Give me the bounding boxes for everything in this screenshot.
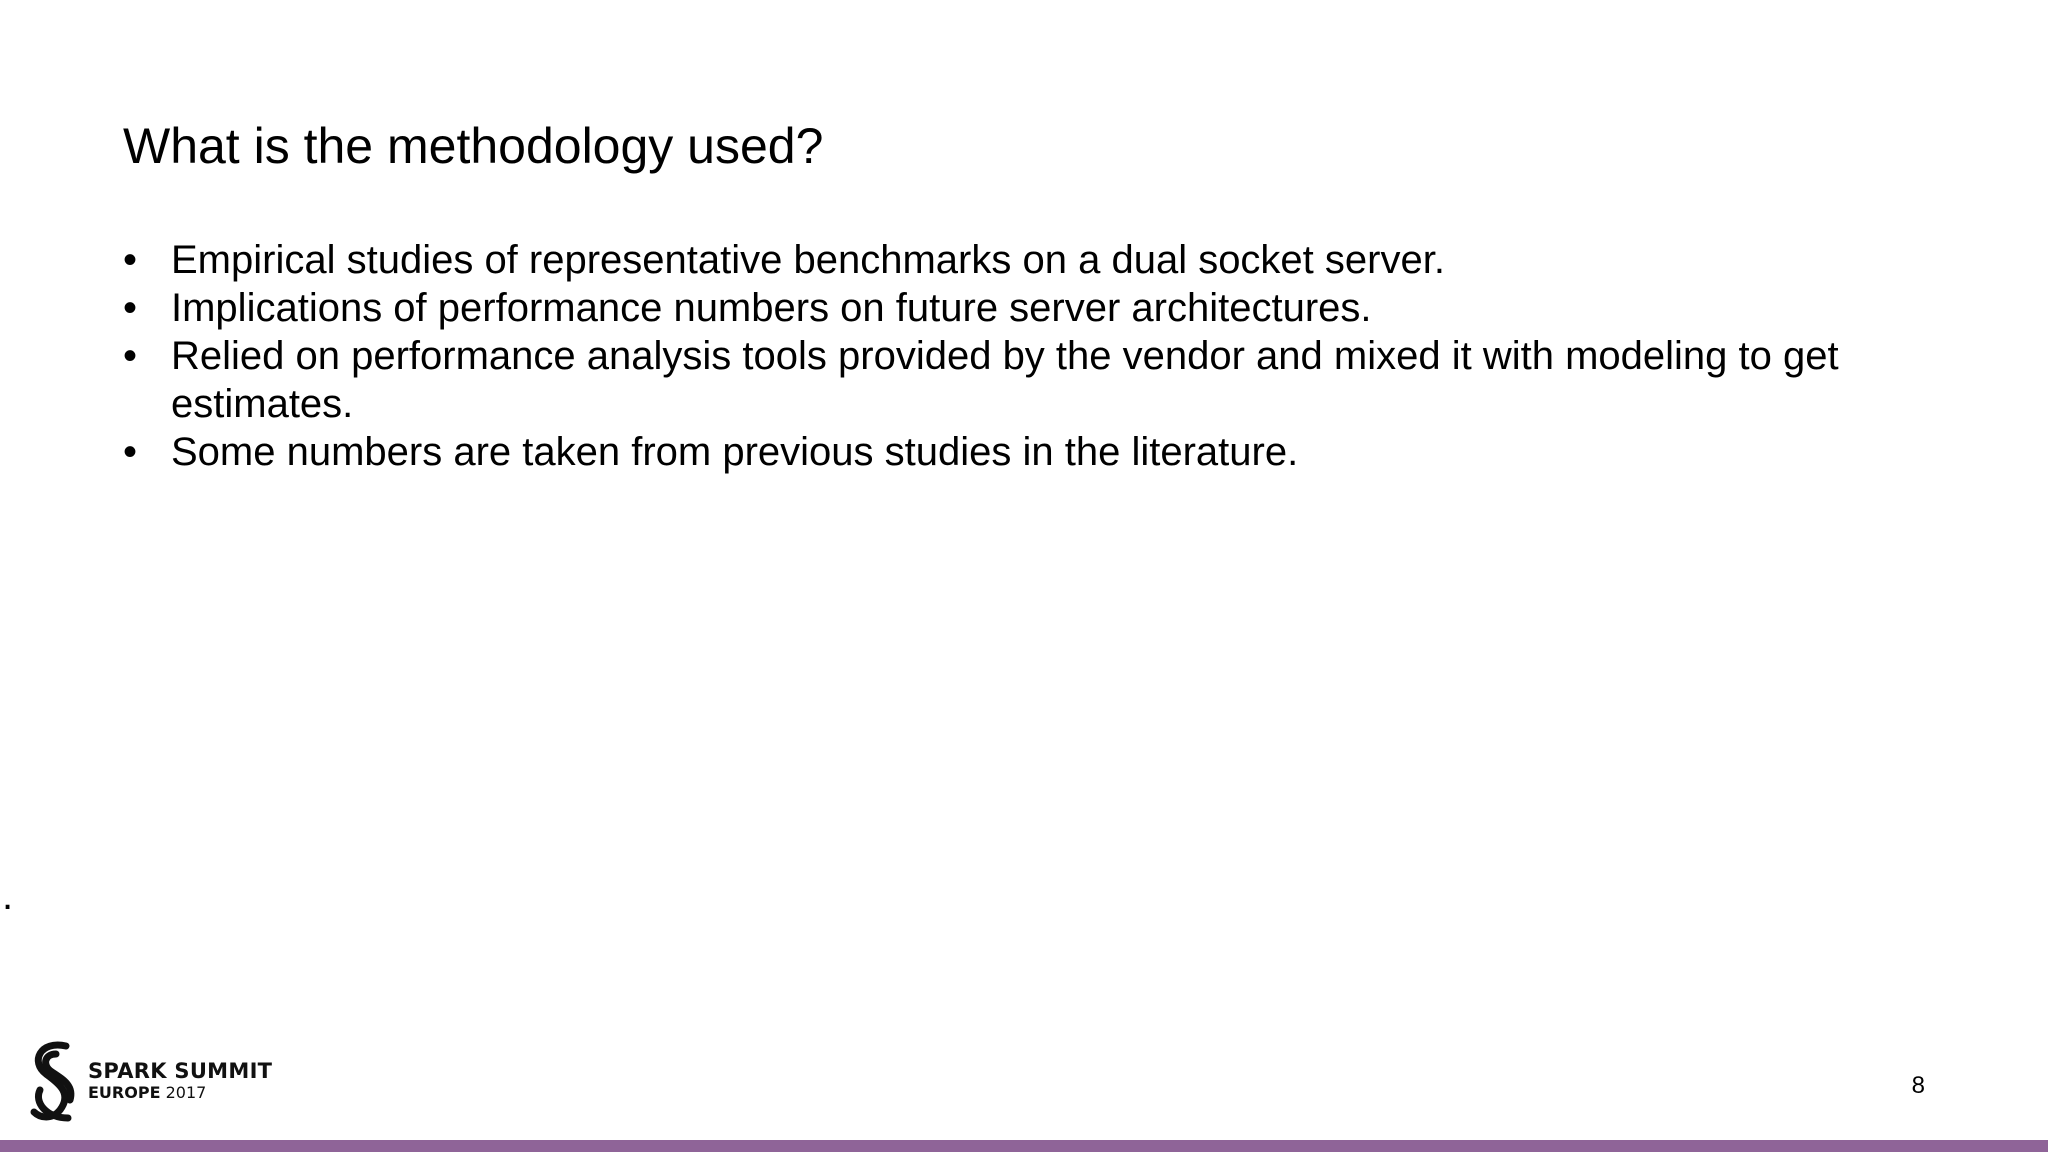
- bullet-item: [123, 428, 1903, 476]
- bullet-text: Some numbers are taken from previous studies in the literature.: [171, 430, 1299, 474]
- spark-summit-swirl-icon: [26, 1038, 82, 1124]
- bullet-list: [123, 236, 1903, 476]
- bullet-text: Empirical studies of representative benchmarks on a dual socket server.: [171, 238, 1445, 282]
- accent-bar: [0, 1140, 2048, 1152]
- stray-mark: .: [2, 874, 14, 918]
- bullet-dot-icon: •: [123, 430, 138, 474]
- bullet-dot-icon: •: [123, 286, 138, 330]
- page-number: 8: [1911, 1072, 1925, 1099]
- bullet-dot-icon: •: [123, 238, 138, 282]
- bullet-item: [123, 236, 1903, 284]
- logo-text: [88, 1059, 272, 1103]
- logo-line-1: SPARK SUMMIT: [88, 1059, 273, 1083]
- bullet-item: [123, 284, 1903, 332]
- slide-title: What is the methodology used?: [123, 118, 824, 174]
- bullet-text: Relied on performance analysis tools provided by the vendor and mixed it with modeling to get estimates.: [171, 334, 1839, 426]
- bullet-item: [123, 332, 1903, 428]
- bullet-text: Implications of performance numbers on future server architectures.: [171, 286, 1372, 330]
- bullet-dot-icon: •: [123, 334, 138, 378]
- logo-event-name: EUROPE: [88, 1083, 161, 1102]
- logo-line-2: [88, 1083, 272, 1103]
- footer-logo: [26, 1038, 272, 1124]
- logo-year: 2017: [165, 1083, 207, 1102]
